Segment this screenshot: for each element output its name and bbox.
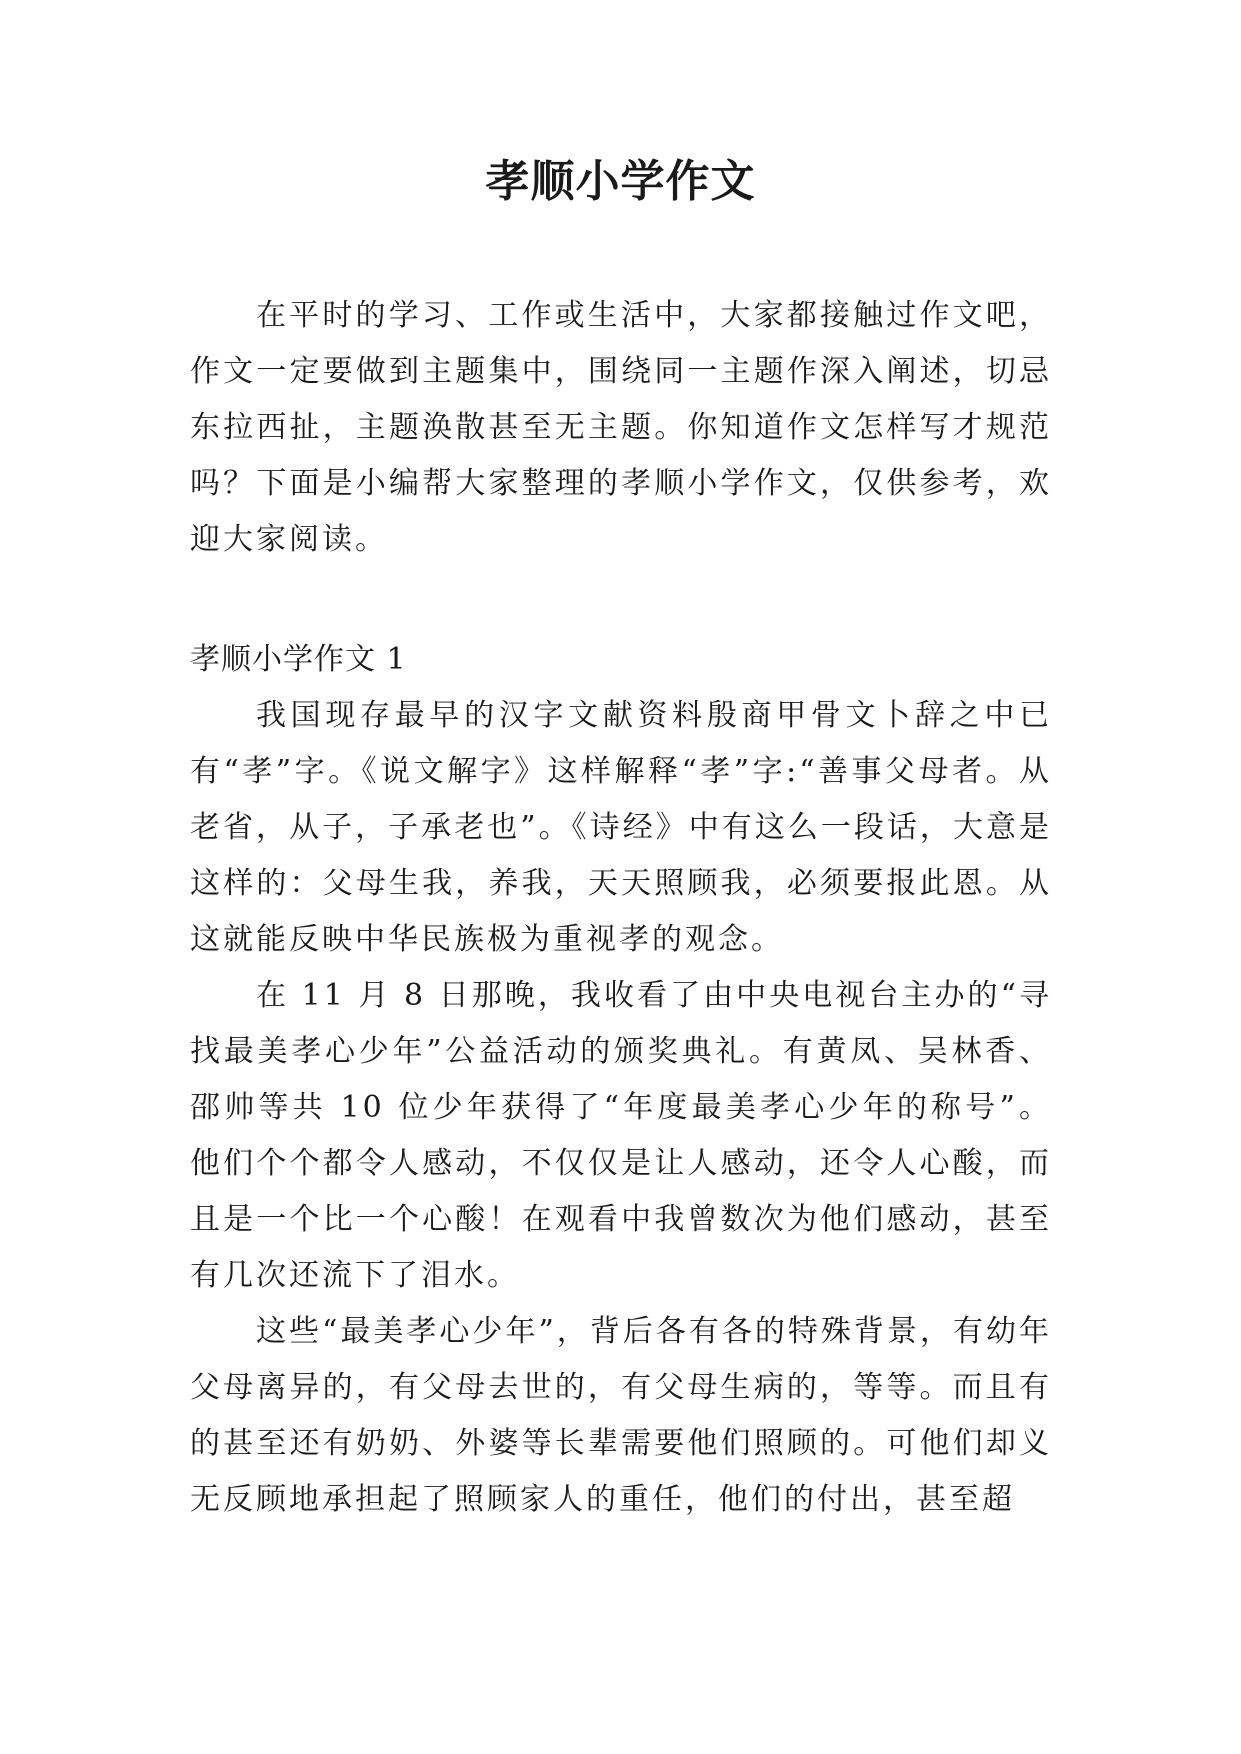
document-body — [190, 288, 1052, 1528]
document-title: 孝顺小学作文 — [485, 156, 756, 207]
intro-paragraph: 在平时的学习、工作或生活中，大家都接触过作文吧，作文一定要做到主题集中，围绕同一主题作深入阐述，切忌东拉西扯，主题涣散甚至无主题。你知道作文怎样写才规范吗？下面是小编帮大家整理的孝顺小学作文，仅供参考，欢迎大家阅读。 — [190, 298, 1052, 557]
body-paragraph-3: 这些“最美孝心少年”，背后各有各的特殊背景，有幼年父母离异的，有父母去世的，有父母生病的，等等。而且有的甚至还有奶奶、外婆等长辈需要他们照顾的。可他们却义无反顾地承担起了照顾家人的重任，他们的付出，甚至超 — [190, 1314, 1052, 1517]
body-paragraph-2: 在 11 月 8 日那晚，我收看了由中央电视台主办的“寻找最美孝心少年”公益活动的颁奖典礼。有黄凤、吴林香、邵帅等共 10 位少年获得了“年度最美孝心少年的称号”。他们个个都令人感动，不仅仅是让人感动，还令人心酸，而且是一个比一个心酸！在观看中我曾数次为他们感动，甚至有几次还流下了泪水。 — [190, 978, 1052, 1293]
body-paragraph-1: 我国现存最早的汉字文献资料殷商甲骨文卜辞之中已有“孝”字。《说文解字》这样解释“孝”字:“善事父母者。从老省，从子，子承老也”。《诗经》中有这么一段话，大意是这样的：父母生我，养我，天天照顾我，必须要报此恩。从这就能反映中华民族极为重视孝的观念。 — [190, 698, 1052, 957]
section-heading: 孝顺小学作文 1 — [190, 642, 407, 677]
